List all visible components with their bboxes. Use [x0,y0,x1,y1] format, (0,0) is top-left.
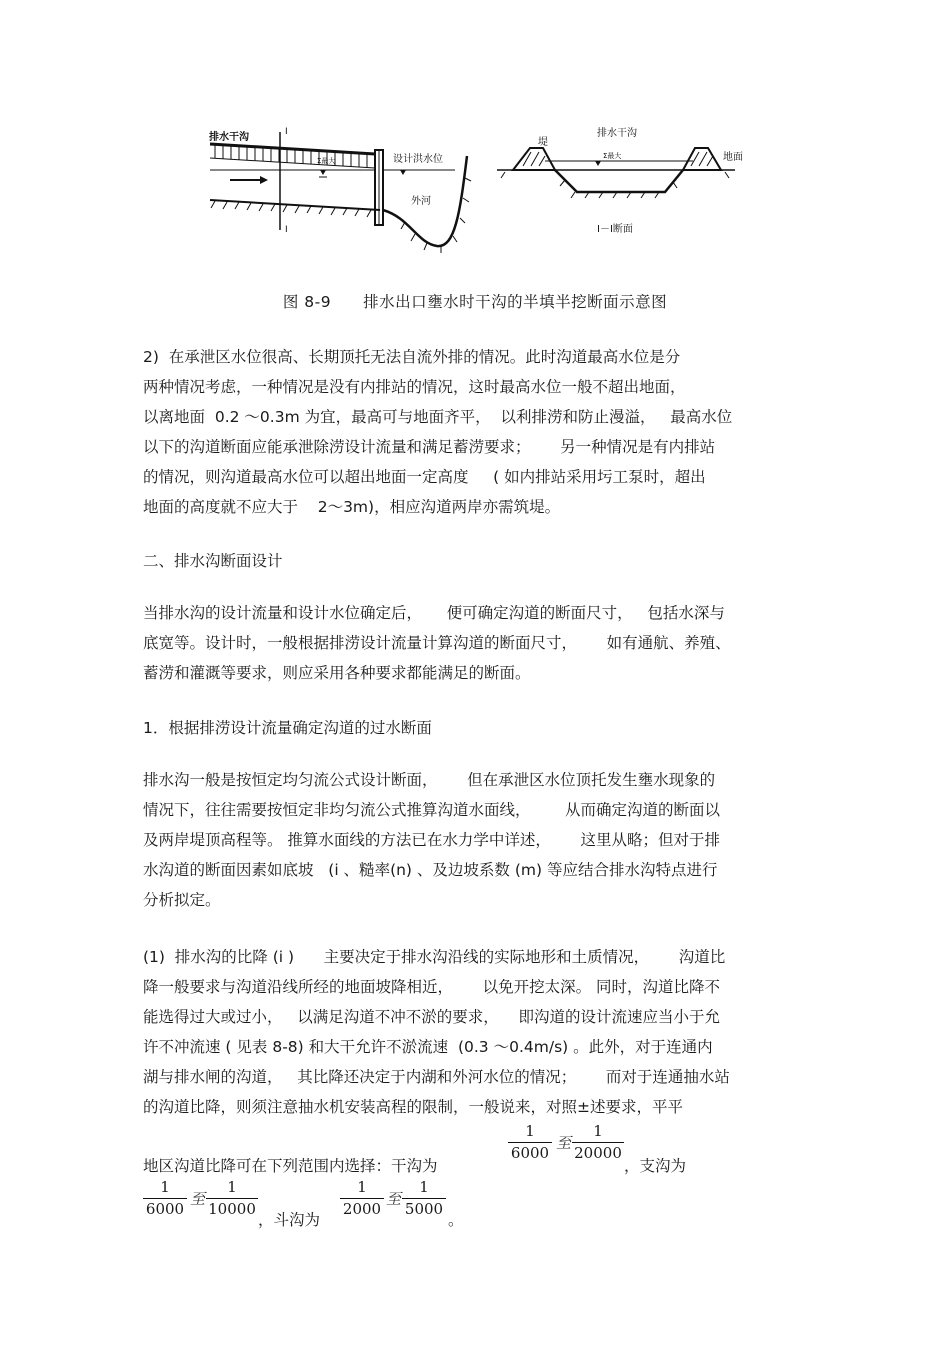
label-max-level-left: Σ最大 [317,157,336,165]
fraction-numerator: 1 [206,1178,258,1199]
text-line: (1) 排水沟的比降 (i ) 主要决定于排水沟沿线的实际地形和土质情况， 沟道比 [143,948,726,966]
label-outer-river: 外河 [411,196,431,207]
label-section-name: I－I断面 [597,224,633,235]
fraction-numerator: 1 [508,1122,552,1143]
text-line: 湖与排水闸的沟道， 其比降还决定于内湖和外河水位的情况； 而对于连通抽水站 [143,1068,730,1086]
fraction-denominator: 5000 [404,1200,444,1218]
label-channel-title: 排水干沟 [597,128,637,139]
section-heading: 二、排水沟断面设计 [143,552,283,570]
label-section-bottom: I [285,225,288,235]
sentence-end: 。 [448,1211,464,1229]
label-ground: 地面 [723,152,743,163]
label-levee: 堤 [538,137,548,148]
fraction-denominator: 10000 [208,1200,256,1218]
text-line: 许不冲流速 ( 见表 8-8) 和大干允许不淤流速 (0.3 ～0.4m/s) 。此外，对于连通内 [143,1038,713,1056]
label-section-top: I [285,127,288,137]
slope-intro-text: 地区沟道比降可在下列范围内选择：干沟为 [143,1157,438,1175]
text-line: 的沟道比降，则须注意抽水机安装高程的限制，一般说来，对照±述要求，平平 [143,1098,683,1116]
range-symbol: 至 [556,1134,572,1152]
label-drain-channel: 排水干沟 [209,132,249,143]
fraction-main-min [508,1122,552,1162]
text-line: 以下的沟道断面应能承泄除涝设计流量和满足蓄涝要求； 另一种情况是有内排站 [143,438,716,456]
cross-section-diagram [497,126,743,235]
text-line: 降一般要求与沟道沿线所经的地面坡降相近， 以免开挖太深。 同时，沟道比降不 [143,978,720,996]
text-line: 及两岸堤顶高程等。 推算水面线的方法已在水力学中详述， 这里从略；但对于排 [143,831,720,849]
fraction-branch-max [206,1178,258,1218]
field-label-text: ，斗沟为 [258,1211,321,1229]
paragraph-outlet-water-level [143,342,808,522]
fraction-denominator: 20000 [574,1144,622,1162]
fraction-denominator: 2000 [342,1200,382,1218]
paragraph-channel-slope [143,942,808,1122]
text-line: 能选得过大或过小， 以满足沟道不冲不淤的要求， 即沟道的设计流速应当小于允 [143,1008,720,1026]
paragraph-uniform-flow [143,765,808,915]
text-line: 分析拟定。 [143,891,221,909]
range-symbol: 至 [386,1190,402,1208]
text-line: 水沟道的断面因素如底坡 (i 、糙率(n) 、及边坡系数 (m) 等应结合排水沟特点进行 [143,861,718,879]
label-flood-level: 设计洪水位 [393,154,443,165]
text-line: 地面的高度就不应大于 2～3m)，相应沟道两岸亦需筑堤。 [143,498,561,516]
branch-label-text: ，支沟为 [624,1157,687,1175]
text-line: 以离地面 0.2 ～0.3m 为宜，最高可与地面齐平， 以利排涝和防止漫溢， 最高水位 [143,408,733,426]
text-line: 2) 在承泄区水位很高、长期顶托无法自流外排的情况。此时沟道最高水位是分 [143,348,681,366]
text-line: 底宽等。设计时，一般根据排涝设计流量计算沟道的断面尺寸， 如有通航、养殖、 [143,634,731,652]
longitudinal-diagram [208,127,471,253]
paragraph-section-design [143,598,808,688]
text-line: 的情况，则沟道最高水位可以超出地面一定高度 ( 如内排站采用圬工泵时，超出 [143,468,706,486]
channel-diagram [205,118,765,268]
text-line: 情况下，往往需要按恒定非均匀流公式推算沟道水面线， 从而确定沟道的断面以 [143,801,720,819]
fraction-branch-min [143,1178,187,1218]
fraction-denominator: 6000 [510,1144,550,1162]
text-line: 蓄涝和灌溉等要求，则应采用各种要求都能满足的断面。 [143,664,531,682]
fraction-denominator: 6000 [145,1200,185,1218]
fraction-numerator: 1 [143,1178,187,1199]
text-line: 排水沟一般是按恒定均匀流公式设计断面， 但在承泄区水位顶托发生壅水现象的 [143,771,716,789]
label-max-level-right: Σ最大 [603,152,622,160]
figure-caption: 图 8-9 排水出口壅水时干沟的半填半挖断面示意图 [282,293,668,311]
subsection-heading: 1．根据排涝设计流量确定沟道的过水断面 [143,719,432,737]
fraction-field-max [402,1178,446,1218]
channel-section-figure [205,118,765,268]
fraction-numerator: 1 [402,1178,446,1199]
fraction-field-min [340,1178,384,1218]
fraction-main-max [572,1122,624,1162]
text-line: 两种情况考虑，一种情况是没有内排站的情况，这时最高水位一般不超出地面， [143,378,686,396]
text-line: 当排水沟的设计流量和设计水位确定后， 便可确定沟道的断面尺寸， 包括水深与 [143,604,725,622]
fraction-numerator: 1 [572,1122,624,1143]
fraction-numerator: 1 [340,1178,384,1199]
range-symbol: 至 [190,1190,206,1208]
